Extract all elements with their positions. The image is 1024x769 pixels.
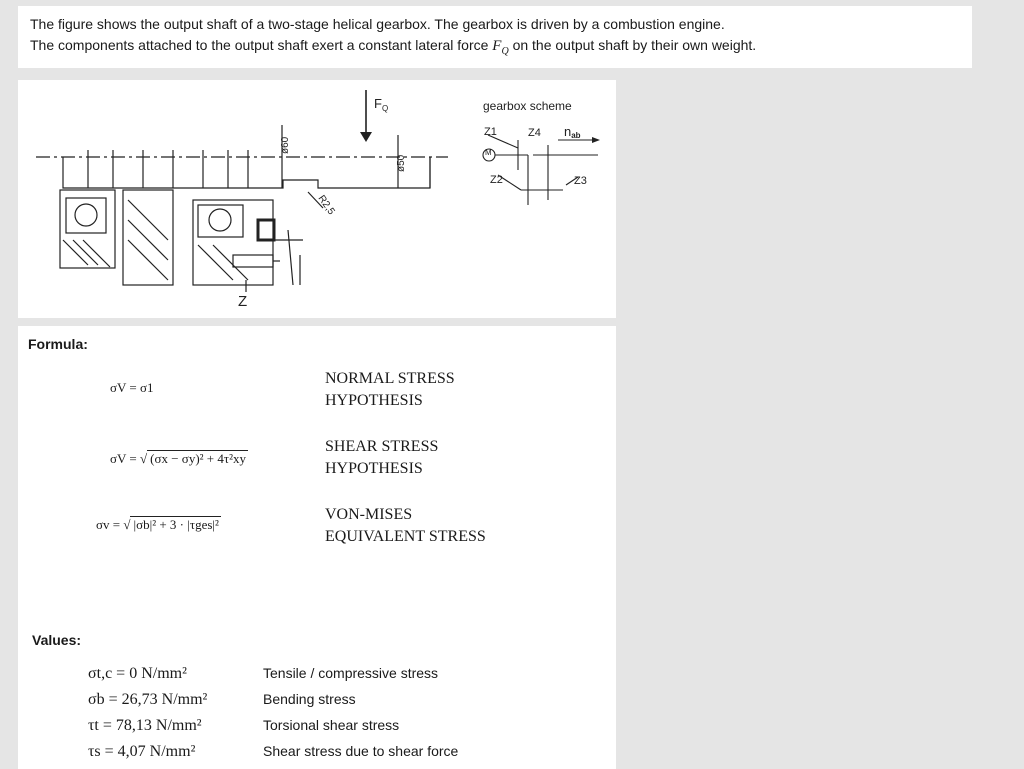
motor-label: M <box>485 148 492 157</box>
intro-line-2-start: The components attached to the output shaft exert a constant lateral force <box>30 37 489 53</box>
right-bearing <box>198 205 243 237</box>
values-header: Values: <box>32 632 82 648</box>
intro-line-1: The figure shows the output shaft of a two-stage helical gearbox. The gearbox is driven by a combustion engine. <box>30 16 725 32</box>
shaft-drawing <box>18 80 616 318</box>
formula-normal-stress: σV = σ1 <box>110 380 154 395</box>
value-row <box>88 660 438 686</box>
intro-line-2 <box>30 35 960 62</box>
housing-bolt <box>233 255 273 267</box>
left-bearing-ball <box>75 204 97 226</box>
value-symbol: τs = 4,07 N/mm² <box>88 743 196 760</box>
scheme-title: gearbox scheme <box>483 99 572 113</box>
value-description: Torsional shear stress <box>263 717 400 733</box>
value-description: Bending stress <box>263 691 356 707</box>
force-symbol: $F_Q$ <box>492 38 509 57</box>
von-mises-equivalent-stress: VON-MISES EQUIVALENT STRESS <box>325 506 486 545</box>
right-bearing-ball <box>209 209 231 231</box>
left-bearing <box>66 198 106 233</box>
value-row <box>88 686 356 712</box>
scheme-nab: nab <box>564 124 581 140</box>
formula-von-mises: σv = √ |σb|² + 3 · |τges|² <box>96 517 219 532</box>
scheme-z2: Z2 <box>490 174 503 186</box>
shaft-seal <box>258 220 274 240</box>
normal-stress-hypothesis: NORMAL STRESS HYPOTHESIS <box>325 370 455 409</box>
value-description: Tensile / compressive stress <box>263 665 439 681</box>
formula-shear-stress: σV = √ (σx − σy)² + 4τ²xy <box>110 451 246 466</box>
formula-header: Formula: <box>28 336 88 352</box>
scheme-z3: Z3 <box>574 175 587 187</box>
formula-von-mises-radicand: |σb|² + 3 · |τges|² <box>130 516 220 533</box>
radius-label: R2,5 <box>315 193 337 218</box>
force-label: $F_Q$ <box>374 96 389 113</box>
shear-stress-hypothesis: SHEAR STRESS HYPOTHESIS <box>325 438 439 477</box>
value-symbol: τt = 78,13 N/mm² <box>88 717 202 734</box>
formula-shear-radicand: (σx − σy)² + 4τ²xy <box>147 450 248 467</box>
value-row <box>88 712 399 738</box>
shaft-outline <box>63 157 430 188</box>
value-row <box>88 738 458 764</box>
gearbox-scheme <box>483 135 598 205</box>
section-z-label: Z <box>238 293 248 310</box>
force-arrowhead <box>360 132 372 142</box>
value-description: Shear stress due to shear force <box>263 743 459 759</box>
value-symbol: σt,c = 0 N/mm² <box>88 665 187 682</box>
value-symbol: σb = 26,73 N/mm² <box>88 691 208 708</box>
intro-line-2-end: on the output shaft by their own weight. <box>512 37 757 53</box>
problem-statement <box>18 6 972 68</box>
scheme-z1: Z1 <box>484 126 497 138</box>
scheme-z4: Z4 <box>528 127 541 139</box>
shaft-figure <box>18 80 616 318</box>
right-housing <box>193 200 273 285</box>
diameter-50-label: ø50 <box>396 154 407 172</box>
left-bearing-housing <box>60 190 115 268</box>
diameter-60-label: ø60 <box>280 136 291 154</box>
formula-and-values-panel <box>18 326 616 769</box>
